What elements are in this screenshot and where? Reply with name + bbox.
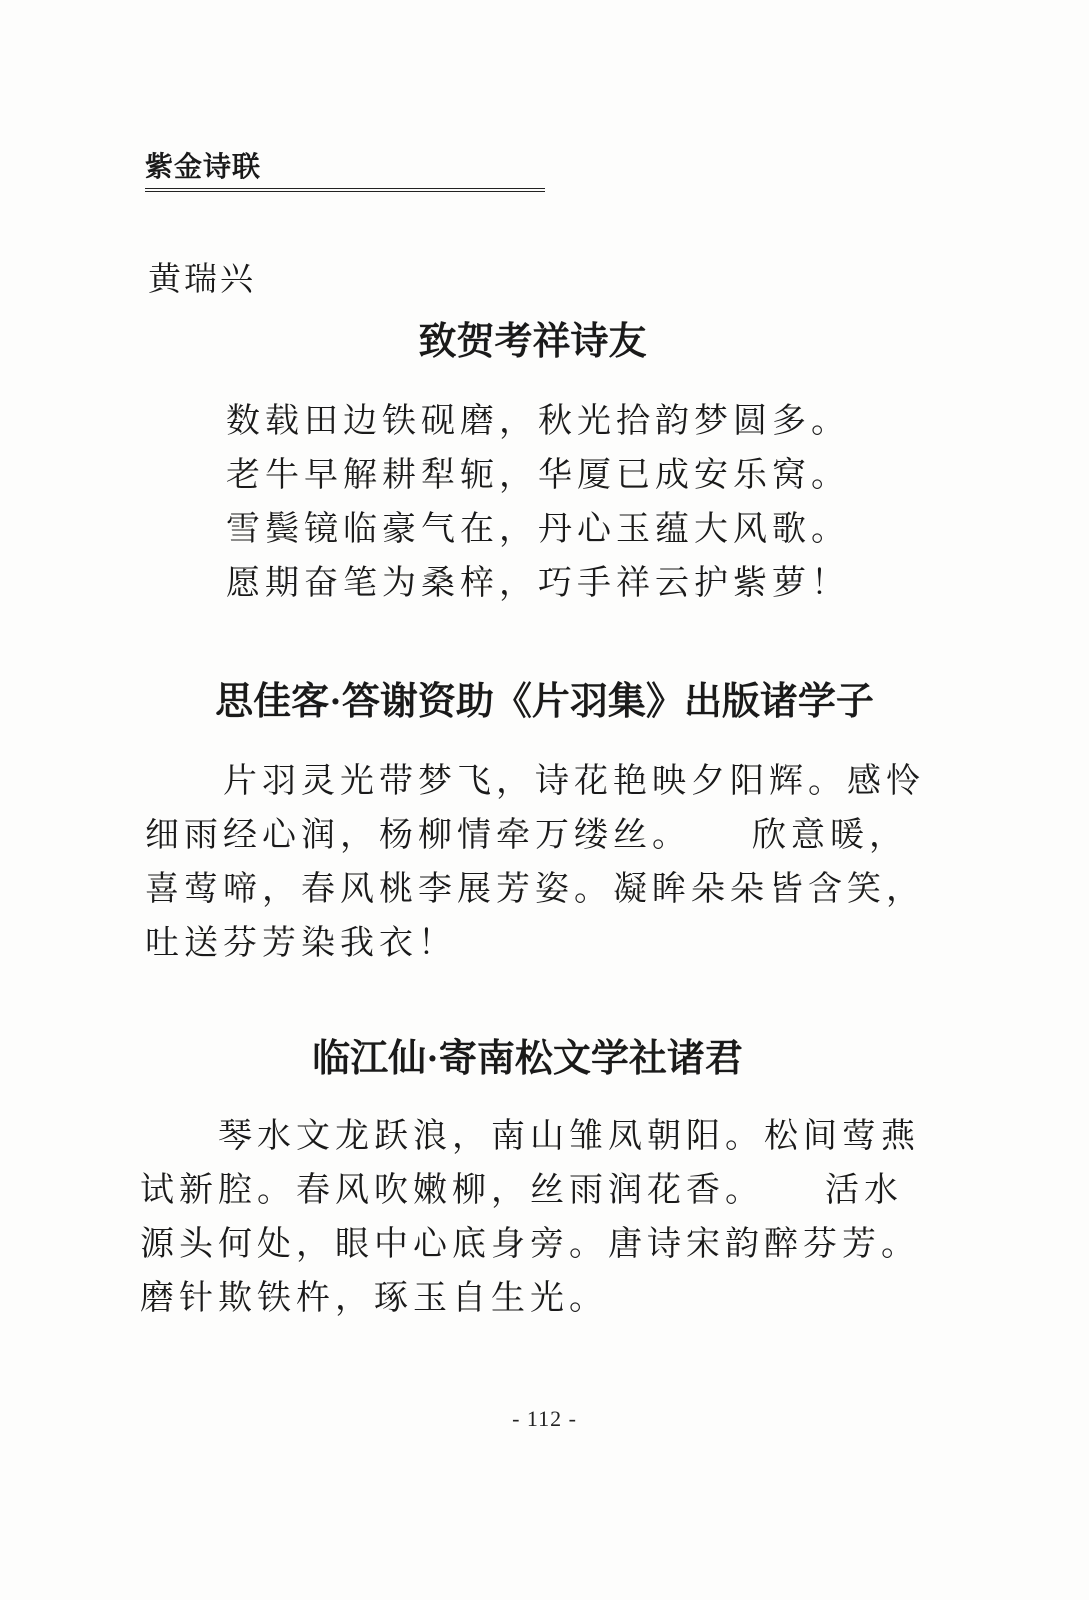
poem-line: 细雨经心润，杨柳情牵万缕丝。 欣意暖， — [145, 817, 908, 854]
poem-body-1 — [226, 395, 850, 611]
poem-title-1: 致贺考祥诗友 — [418, 321, 647, 363]
poem-title-2: 思佳客·答谢资助《片羽集》出版诸学子 — [215, 681, 874, 723]
poem-line: 磨针欺铁杵，琢玉自生光。 — [140, 1280, 608, 1317]
poem-line: 愿期奋笔为桑梓，巧手祥云护紫萝！ — [226, 565, 850, 602]
poem-line: 雪鬓镜临豪气在，丹心玉蕴大风歌。 — [226, 511, 850, 548]
page-number: - 112 - — [512, 1406, 577, 1431]
poem-line: 老牛早解耕犁轭，华厦已成安乐窝。 — [226, 457, 850, 494]
poem-line: 试新腔。春风吹嫩柳，丝雨润花香。 活水 — [140, 1172, 903, 1209]
poem-body-2 — [145, 755, 925, 971]
poem-line: 数载田边铁砚磨，秋光拾韵梦圆多。 — [226, 403, 850, 440]
poem-line: 吐送芬芳染我衣！ — [145, 925, 457, 962]
poem-line: 源头何处，眼中心底身旁。唐诗宋韵醉芬芳。 — [140, 1226, 920, 1263]
poem-title-3: 临江仙·寄南松文学社诸君 — [312, 1038, 743, 1080]
poem-body-3 — [140, 1110, 920, 1326]
poem-line: 琴水文龙跃浪，南山雏凤朝阳。松间莺燕 — [140, 1118, 920, 1155]
poem-line: 片羽灵光带梦飞，诗花艳映夕阳辉。感怜 — [145, 763, 925, 800]
author-name: 黄瑞兴 — [148, 262, 256, 298]
poem-line: 喜莺啼，春风桃李展芳姿。凝眸朵朵皆含笑， — [145, 871, 925, 908]
running-header: 紫金诗联 — [145, 150, 545, 192]
